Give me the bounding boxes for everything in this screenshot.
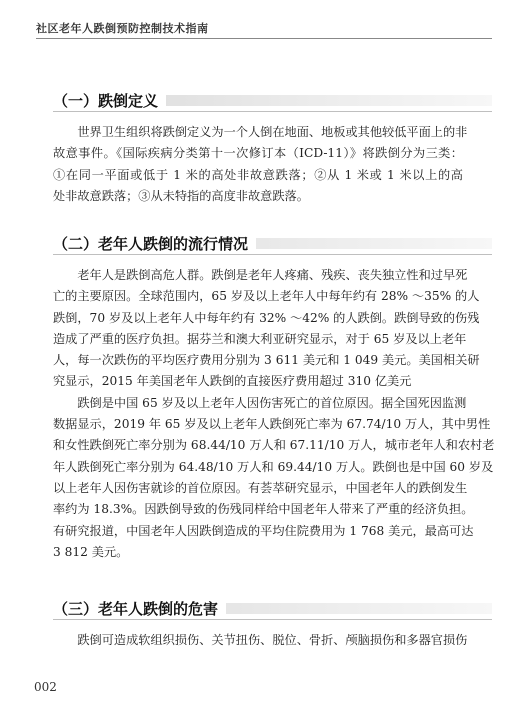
text-line: ①在同一平面或低于 1 米的高处非故意跌落；②从 1 米或 1 米以上的高 xyxy=(53,167,463,182)
text-line: 究显示，2015 年美国老年人跌倒的直接医疗费用超过 310 亿美元 xyxy=(53,374,412,389)
text-line: 亡的主要原因。全球范围内，65 岁及以上老年人中每年约有 28% ～35% 的人 xyxy=(53,289,480,304)
section-heading-prevalence xyxy=(53,229,492,257)
text-line: 老年人是跌倒高危人群。跌倒是老年人疼痛、残疾、丧失独立性和过早死 xyxy=(53,268,468,282)
header-rule xyxy=(36,38,492,39)
text-line: 故意事件。《国际疾病分类第十一次修订本（ICD-11）》将跌倒分为三类： xyxy=(53,146,463,161)
text-line: 跌倒可造成软组织损伤、关节扭伤、脱位、骨折、颅脑损伤和多器官损伤 xyxy=(53,633,468,647)
paragraph xyxy=(53,122,468,207)
text-line: 跌倒是中国 65 岁及以上老年人因伤害死亡的首位原因。据全国死因监测 xyxy=(53,395,467,410)
paragraph xyxy=(53,630,468,651)
text-line: 数据显示，2019 年 65 岁及以上老年人跌倒死亡率为 67.74/10 万人，其中男性 xyxy=(53,417,491,432)
text-line: 处非故意跌落；③从未特指的高度非故意跌落。 xyxy=(53,188,309,203)
heading-rule xyxy=(53,111,492,112)
heading-rule xyxy=(53,619,492,620)
section-heading-harm xyxy=(53,594,492,622)
text-line: 人，每一次跌伤的平均医疗费用分别为 3 611 美元和 1 049 美元。美国相关研 xyxy=(53,353,480,368)
text-line: 和女性跌倒死亡率分别为 68.44/10 万人和 67.11/10 万人，城市老年人和农村老 xyxy=(53,438,495,453)
text-line: 率约为 18.3%。因跌倒导致的伤残同样给中国老年人带来了严重的经济负担。 xyxy=(53,502,474,517)
text-line: 年人跌倒死亡率分别为 64.48/10 万人和 69.44/10 万人。跌倒也是中国 60 岁及 xyxy=(53,459,494,474)
text-line: 有研究报道，中国老年人因跌倒造成的平均住院费用为 1 768 美元，最高可达 xyxy=(53,523,474,538)
page-number: 002 xyxy=(34,680,57,694)
text-line: 跌倒，70 岁及以上老年人中每年约有 32% ～42% 的人跌倒。跌倒导致的伤残 xyxy=(53,310,480,325)
section-heading-definition xyxy=(53,86,492,114)
text-line: 世界卫生组织将跌倒定义为一个人倒在地面、地板或其他较低平面上的非 xyxy=(53,125,468,139)
text-line: 以上老年人因伤害就诊的首位原因。有荟萃研究显示，中国老年人的跌倒发生 xyxy=(53,480,468,495)
section-title: （二）老年人跌倒的流行情况 xyxy=(53,233,256,254)
running-head: 社区老年人跌倒预防控制技术指南 xyxy=(36,22,209,35)
heading-rule xyxy=(53,254,492,255)
text-line: 3 812 美元。 xyxy=(53,544,129,559)
paragraph xyxy=(53,265,495,563)
section-title: （一）跌倒定义 xyxy=(53,90,166,111)
text-line: 造成了严重的医疗负担。据芬兰和澳大利亚研究显示，对于 65 岁及以上老年 xyxy=(53,331,467,346)
section-title: （三）老年人跌倒的危害 xyxy=(53,598,226,619)
